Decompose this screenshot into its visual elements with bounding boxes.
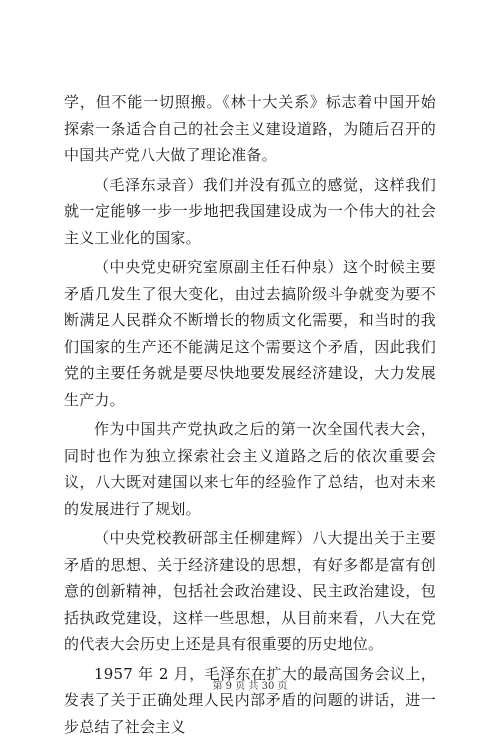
paragraph-liu-jianhui: （中央党校教研部主任柳建辉）八大提出关于主要矛盾的思想、关于经济建设的思想，有好多都是富有创意的创新精神，包括社会政治建设、民主政治建设，包括执政党建设，这样一些思想，从目前来看，八大在党的代表大会历史上还是具有很重要的历史地位。 bbox=[64, 525, 436, 658]
paragraph-continuation: 学，但不能一切照搬。《林十大关系》标志着中国开始探索一条适合自己的社会主义建设道路，为随后召开的中国共产党八大做了理论准备。 bbox=[64, 89, 436, 169]
paragraph-mao-recording: （毛泽东录音）我们并没有孤立的感觉，这样我们就一定能够一步一步地把我国建设成为一个伟大的社会主义工业化的国家。 bbox=[64, 172, 436, 252]
document-body bbox=[64, 89, 436, 740]
paragraph-shi-zhongquan: （中央党史研究室原副主任石仲泉）这个时候主要矛盾几发生了很大变化，由过去搞阶级斗争就变为要不断满足人民群众不断增长的物质文化需要，和当时的我们国家的生产还不能满足这个需要这个矛盾，因此我们党的主要任务就是要尽快地要发展经济建设，大力发展生产力。 bbox=[64, 254, 436, 413]
paragraph-eighth-congress: 作为中国共产党执政之后的第一次全国代表大会，同时也作为独立探索社会主义道路之后的依次重要会议，八大既对建国以来七年的经验作了总结，也对未来的发展进行了规划。 bbox=[64, 416, 436, 522]
paragraph-1957-speech: 1957 年 2 月，毛泽东在扩大的最高国务会议上，发表了关于正确处理人民内部矛盾的问题的讲话，进一步总结了社会主义 bbox=[64, 661, 436, 740]
page-number-footer: 第 9 页 共 30 页 bbox=[0, 677, 500, 692]
